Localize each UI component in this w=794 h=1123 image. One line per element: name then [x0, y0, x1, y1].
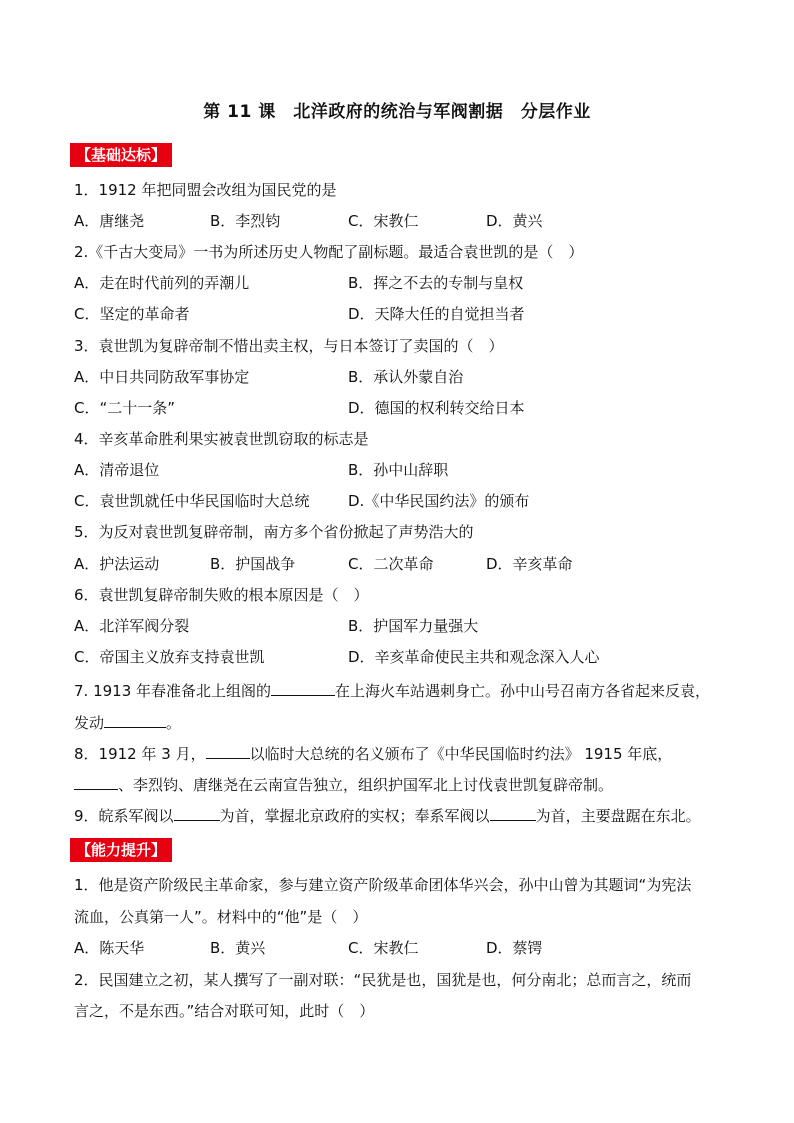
- option-b: B．黄兴: [210, 939, 266, 957]
- question-text: 以临时大总统的名义颁布了《中华民国临时约法》 1915 年底，: [249, 745, 673, 763]
- question-basic-4-options-row1: [74, 460, 734, 480]
- option-d: D．天降大任的自觉担当者: [348, 305, 525, 323]
- answer-blank[interactable]: [206, 742, 250, 759]
- page-title: 第 11 课 北洋政府的统治与军阀割据 分层作业: [203, 102, 591, 122]
- question-basic-2: 2.《千古大变局》一书为所述历史人物配了副标题。最适合袁世凯的是（ ）: [74, 243, 584, 261]
- section-ability-tag: 【能力提升】: [70, 838, 172, 862]
- question-basic-9: [74, 804, 734, 824]
- question-text: 9．皖系军阀以: [74, 807, 174, 825]
- option-a: A．护法运动: [74, 555, 160, 573]
- question-basic-1: 1．1912 年把同盟会改组为国民党的是: [74, 181, 337, 199]
- question-basic-2-options-row2: [74, 304, 734, 324]
- question-ability-2-line1: 2．民国建立之初，某人撰写了一副对联：“民犹是也，国犹是也，何分南北；总而言之，统而: [74, 971, 692, 989]
- question-text: 8．1912 年 3 月，: [74, 745, 206, 763]
- question-text: 发动: [74, 714, 105, 732]
- option-d: D．黄兴: [486, 212, 543, 230]
- option-c: C．坚定的革命者: [74, 305, 190, 323]
- question-text: 。: [166, 714, 182, 732]
- answer-blank[interactable]: [490, 804, 536, 821]
- option-c: C．“二十一条”: [74, 399, 176, 417]
- option-d: D.《中华民国约法》的颁布: [348, 492, 530, 510]
- question-basic-5: 5．为反对袁世凯复辟帝制，南方多个省份掀起了声势浩大的: [74, 523, 474, 541]
- question-basic-8-line1: [74, 742, 734, 762]
- option-d: D．德国的权利转交给日本: [348, 399, 525, 417]
- option-a: A．中日共同防敌军事协定: [74, 368, 250, 386]
- question-basic-4-options-row2: [74, 491, 734, 511]
- option-a: A．陈天华: [74, 939, 145, 957]
- question-basic-6: 6．袁世凯复辟帝制失败的根本原因是（ ）: [74, 586, 369, 604]
- question-basic-6-options-row2: [74, 647, 734, 667]
- question-ability-1-options: [74, 938, 734, 958]
- option-b: B．承认外蒙自治: [348, 368, 464, 386]
- question-basic-5-options: [74, 554, 734, 574]
- answer-blank[interactable]: [104, 711, 166, 728]
- option-c: C．帝国主义放弃支持袁世凯: [74, 648, 265, 666]
- option-b: B．挥之不去的专制与皇权: [348, 274, 524, 292]
- question-ability-2-line2: 言之，不是东西。”结合对联可知，此时（ ）: [74, 1002, 375, 1020]
- question-basic-3-options-row1: [74, 367, 734, 387]
- option-a: A．北洋军阀分裂: [74, 617, 190, 635]
- question-basic-8-line2: [74, 773, 734, 793]
- option-c: C．宋教仁: [348, 939, 419, 957]
- option-b: B．护国战争: [210, 555, 296, 573]
- option-d: D．辛亥革命: [486, 555, 573, 573]
- answer-blank[interactable]: [174, 804, 220, 821]
- question-text: 、李烈钧、唐继尧在云南宣告独立，组织护国军北上讨伐袁世凯复辟帝制。: [118, 776, 614, 794]
- question-ability-1-line2: 流血，公真第一人”。材料中的“他”是（ ）: [74, 908, 368, 926]
- option-b: B．孙中山辞职: [348, 461, 449, 479]
- question-basic-1-options: [74, 211, 734, 231]
- option-c: C．袁世凯就任中华民国临时大总统: [74, 492, 310, 510]
- answer-blank[interactable]: [74, 773, 118, 790]
- option-c: C．二次革命: [348, 555, 434, 573]
- option-b: B．李烈钧: [210, 212, 281, 230]
- question-text: 为首，掌握北京政府的实权；奉系军阀以: [219, 807, 490, 825]
- question-basic-3-options-row2: [74, 398, 734, 418]
- option-d: D．辛亥革命使民主共和观念深入人心: [348, 648, 600, 666]
- option-d: D．蔡锷: [486, 939, 543, 957]
- option-c: C．宋教仁: [348, 212, 419, 230]
- question-text: 为首，主要盘踞在东北。: [535, 807, 701, 825]
- option-a: A．清帝退位: [74, 461, 160, 479]
- question-basic-6-options-row1: [74, 616, 734, 636]
- question-basic-3: 3．袁世凯为复辟帝制不惜出卖主权，与日本签订了卖国的（ ）: [74, 337, 504, 355]
- question-basic-7-line2: [74, 711, 734, 731]
- question-text: 7. 1913 年春准备北上组阁的: [74, 682, 272, 700]
- option-b: B．护国军力量强大: [348, 617, 479, 635]
- question-basic-7-line1: [74, 679, 734, 699]
- question-basic-4: 4．辛亥革命胜利果实被袁世凯窃取的标志是: [74, 430, 369, 448]
- question-ability-1-line1: 1．他是资产阶级民主革命家，参与建立资产阶级革命团体华兴会，孙中山曾为其题词“为宪法: [74, 876, 692, 894]
- option-a: A．走在时代前列的弄潮儿: [74, 274, 250, 292]
- section-basic-tag: 【基础达标】: [70, 143, 172, 167]
- question-text: 在上海火车站遇刺身亡。孙中山号召南方各省起来反袁，: [335, 682, 711, 700]
- option-a: A．唐继尧: [74, 212, 145, 230]
- question-basic-2-options-row1: [74, 273, 734, 293]
- answer-blank[interactable]: [271, 679, 335, 696]
